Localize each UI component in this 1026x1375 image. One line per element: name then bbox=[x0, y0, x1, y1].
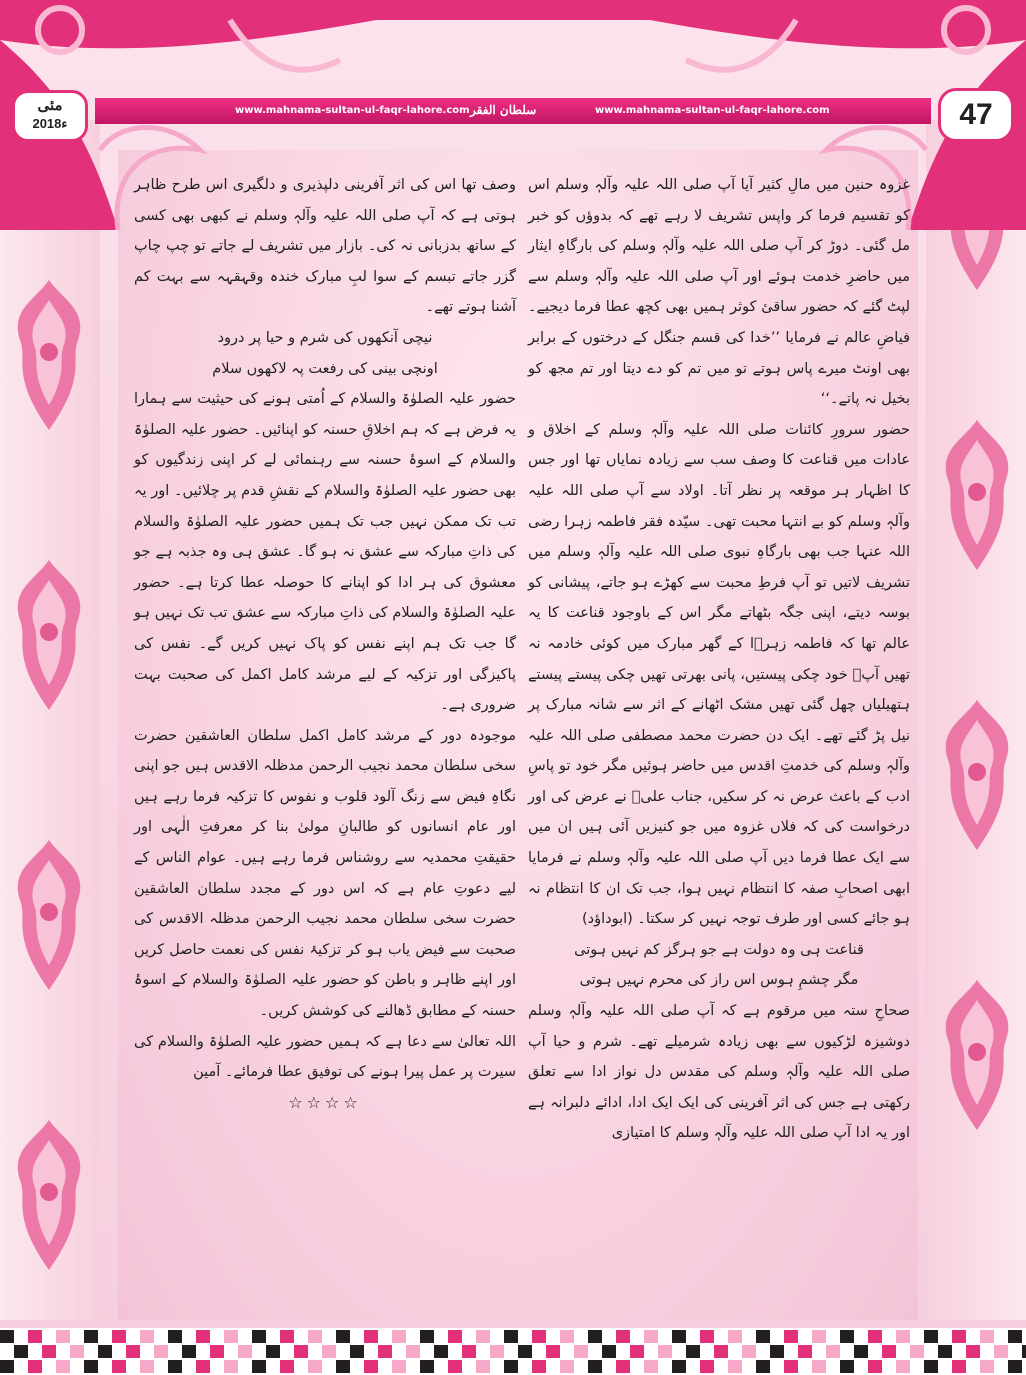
end-mark: ☆☆☆☆ bbox=[288, 1092, 362, 1112]
article-column-right bbox=[528, 170, 910, 1149]
paragraph: حضور علیہ الصلوٰۃ والسلام کے اُمتی ہونے کی حیثیت سے ہمارا یہ فرض ہے کہ ہم اخلاقِ حسنہ کو اپنائیں۔ حضور علیہ الصلوٰۃ والسلام کے اسوۂ حسنہ سے رہنمائی لے کر اپنی زندگیوں کو بھی حضور علیہ الصلوٰۃ والسلام کے نقشِ قدم پر چلائیں۔ اور یہ تب تک ممکن نہیں جب تک ہمیں حضور علیہ الصلوٰۃ والسلام کی ذاتِ مبارکہ سے عشق نہ ہو گا۔ عشق ہی وہ جذبہ ہے جو معشوق کی ہر ادا کو اپنانے کا حوصلہ عطا کرتا ہے۔ حضور علیہ الصلوٰۃ والسلام کی ذاتِ مبارکہ سے عشق تب تک نہیں ہو گا جب تک ہم اپنے نفس کو پاک نہیں کریں گے۔ نفس کی پاکیزگی اور تزکیہ کے لیے مرشد کامل اکمل کی صحبت بہت ضروری ہے۔ bbox=[134, 391, 516, 714]
magazine-logo: سلطان الفقر bbox=[470, 103, 537, 117]
issue-month: مئی bbox=[37, 97, 63, 114]
page-number: 47 bbox=[938, 88, 1014, 142]
verse-line: مگر چشمِ ہوس اس راز کی محرم نہیں ہوتی bbox=[579, 972, 859, 989]
header-bar bbox=[95, 98, 931, 124]
checker-pattern-icon bbox=[0, 1328, 1026, 1375]
footer-checker-band bbox=[0, 1328, 1026, 1375]
left-damask-icon bbox=[0, 120, 100, 1320]
issue-date bbox=[12, 90, 88, 142]
verse-line: نیچی آنکھوں کی شرم و حیا پر درود bbox=[217, 329, 433, 346]
right-damask-icon bbox=[926, 120, 1026, 1320]
website-url-right[interactable]: www.mahnama-sultan-ul-faqr-lahore.com bbox=[595, 105, 830, 116]
paragraph: وصف تھا اس کی اثر آفرینی دلپذیری و دلگیری اس طرح ظاہر ہوتی ہے کہ آپ صلی اللہ علیہ وآلہٖ وسلم نے کبھی بھی کسی کے ساتھ بدزبانی نہ کی۔ بازار میں تشریف لے جاتے تو چپ چاپ گزر جاتے تبسم کے سوا لبِ مبارک خندہ وقہقہہ سے بہت کم آشنا ہوتے تھے۔ bbox=[134, 177, 516, 316]
right-ornament-column bbox=[926, 120, 1026, 1320]
article-column-left bbox=[134, 170, 516, 1118]
paragraph: غزوہ حنین میں مالِ کثیر آیا آپ صلی اللہ علیہ وآلہٖ وسلم اس کو تقسیم فرما کر واپس تشریف لا رہے تھے کہ بدوؤں کو خبر مل گئی۔ دوڑ کر آپ صلی اللہ علیہ وآلہٖ وسلم کی بارگاہِ ایثار میں حاضرِ خدمت ہوئے اور آپ صلی اللہ علیہ وآلہٖ وسلم سے لپٹ گئے کہ حضور ساقیٔ کوثر ہمیں بھی کچھ عطا فرما دیجیے۔ فیاضِ عالم نے فرمایا ’’خدا کی قسم جنگل کے درختوں کے برابر بھی اونٹ میرے پاس ہوتے تو میں تم کو دے دیتا اور تم مجھ کو بخیل نہ پاتے۔‘‘ bbox=[528, 177, 910, 408]
paragraph: صحاحِ ستہ میں مرقوم ہے کہ آپ صلی اللہ علیہ وآلہٖ وسلم دوشیزہ لڑکیوں سے بھی زیادہ شرمیلے تھے۔ شرم و حیا آپ صلی اللہ علیہ وآلہٖ وسلم کی مقدس دل نواز ادا سے تعلق رکھتی ہے جس کی اثر آفرینی کی ایک ایک ادا، ادائے دلبرانہ ہے اور یہ ادا آپ صلی اللہ علیہ وآلہٖ وسلم کا امتیازی bbox=[528, 1003, 910, 1142]
verse-line: اونچی بینی کی رفعت پہ لاکھوں سلام bbox=[212, 360, 438, 377]
website-url-left[interactable]: www.mahnama-sultan-ul-faqr-lahore.com bbox=[235, 105, 470, 116]
issue-year: 2018ء bbox=[32, 116, 68, 131]
left-ornament-column bbox=[0, 120, 100, 1320]
paragraph: حضور سرورِ کائنات صلی اللہ علیہ وآلہٖ وسلم کے اخلاق و عادات میں قناعت کا وصف سب سے زیادہ نمایاں تھا اور جس کا اظہار ہر موقعہ پر نظر آتا۔ اولاد سے آپ صلی اللہ علیہ وآلہٖ وسلم کو بے انتہا محبت تھی۔ سیّدہ فقر فاطمہ زہرا رضی اللہ عنہا جب بھی بارگاہِ نبوی صلی اللہ علیہ وآلہٖ وسلم میں تشریف لاتیں تو آپ فرطِ محبت سے کھڑے ہو جاتے، پیشانی کو بوسہ دیتے، اپنی جگہ بٹھاتے مگر اس کے باوجود قناعت کا یہ عالم تھا کہ فاطمہ زہرؓا کے گھر مبارک میں کوئی خادمہ نہ تھیں آپؓ خود چکی پیستیں، پانی بھرتی تھیں چکی پیستے پیستے ہتھیلیاں چھل گئی تھیں مشک اٹھانے کے اثر سے شانہ مبارک پر نیل پڑ گئے تھے۔ ایک دن حضرت محمد مصطفی صلی اللہ علیہ وآلہٖ وسلم کی خدمتِ اقدس میں حاضر ہوئیں مگر خود تو پاسِ ادب کے باعث عرض نہ کر سکیں، جناب علیؓ نے عرض کی اور درخواست کی کہ فلاں غزوہ میں جو کنیزیں آئی ہیں ان میں سے ایک عطا فرما دیں آپ صلی اللہ علیہ وآلہٖ وسلم نے فرمایا ابھی اصحابِ صفہ کا انتظام نہیں ہوا، جب تک ان کا انتظام نہ ہو جائے کسی اور طرف توجہ نہیں کر سکتا۔ (ابوداؤد) bbox=[528, 421, 910, 928]
verse-line: قناعت ہی وہ دولت ہے جو ہرگز کم نہیں ہوتی bbox=[574, 941, 864, 958]
paragraph: اللہ تعالیٰ سے دعا ہے کہ ہمیں حضور علیہ الصلوٰۃ والسلام کی سیرت پر عمل پیرا ہونے کی توفیق عطا فرمائے۔ آمین bbox=[134, 1033, 516, 1081]
paragraph: موجودہ دور کے مرشد کامل اکمل سلطان العاشقین حضرت سخی سلطان محمد نجیب الرحمن مدظلہ الاقدس ہیں جو اپنی نگاہِ فیض سے زنگ آلود قلوب و نفوس کا تزکیہ فرما رہے ہیں اور عام انسانوں کو طالبانِ مولیٰ بنا کر معرفتِ الٰہی اور حقیقتِ محمدیہ سے روشناس فرما رہے ہیں۔ عوام الناس کے لیے دعوتِ عام ہے کہ اس دور کے مجدد سلطان العاشقین حضرت سخی سلطان محمد نجیب الرحمن مدظلہ الاقدس کی صحبت سے فیض یاب ہو کر تزکیۂ نفس کی نعمت حاصل کریں اور اپنے ظاہر و باطن کو حضور علیہ الصلوٰۃ والسلام کے اسوۂ حسنہ کے مطابق ڈھالنے کی کوشش کریں۔ bbox=[134, 727, 516, 1020]
